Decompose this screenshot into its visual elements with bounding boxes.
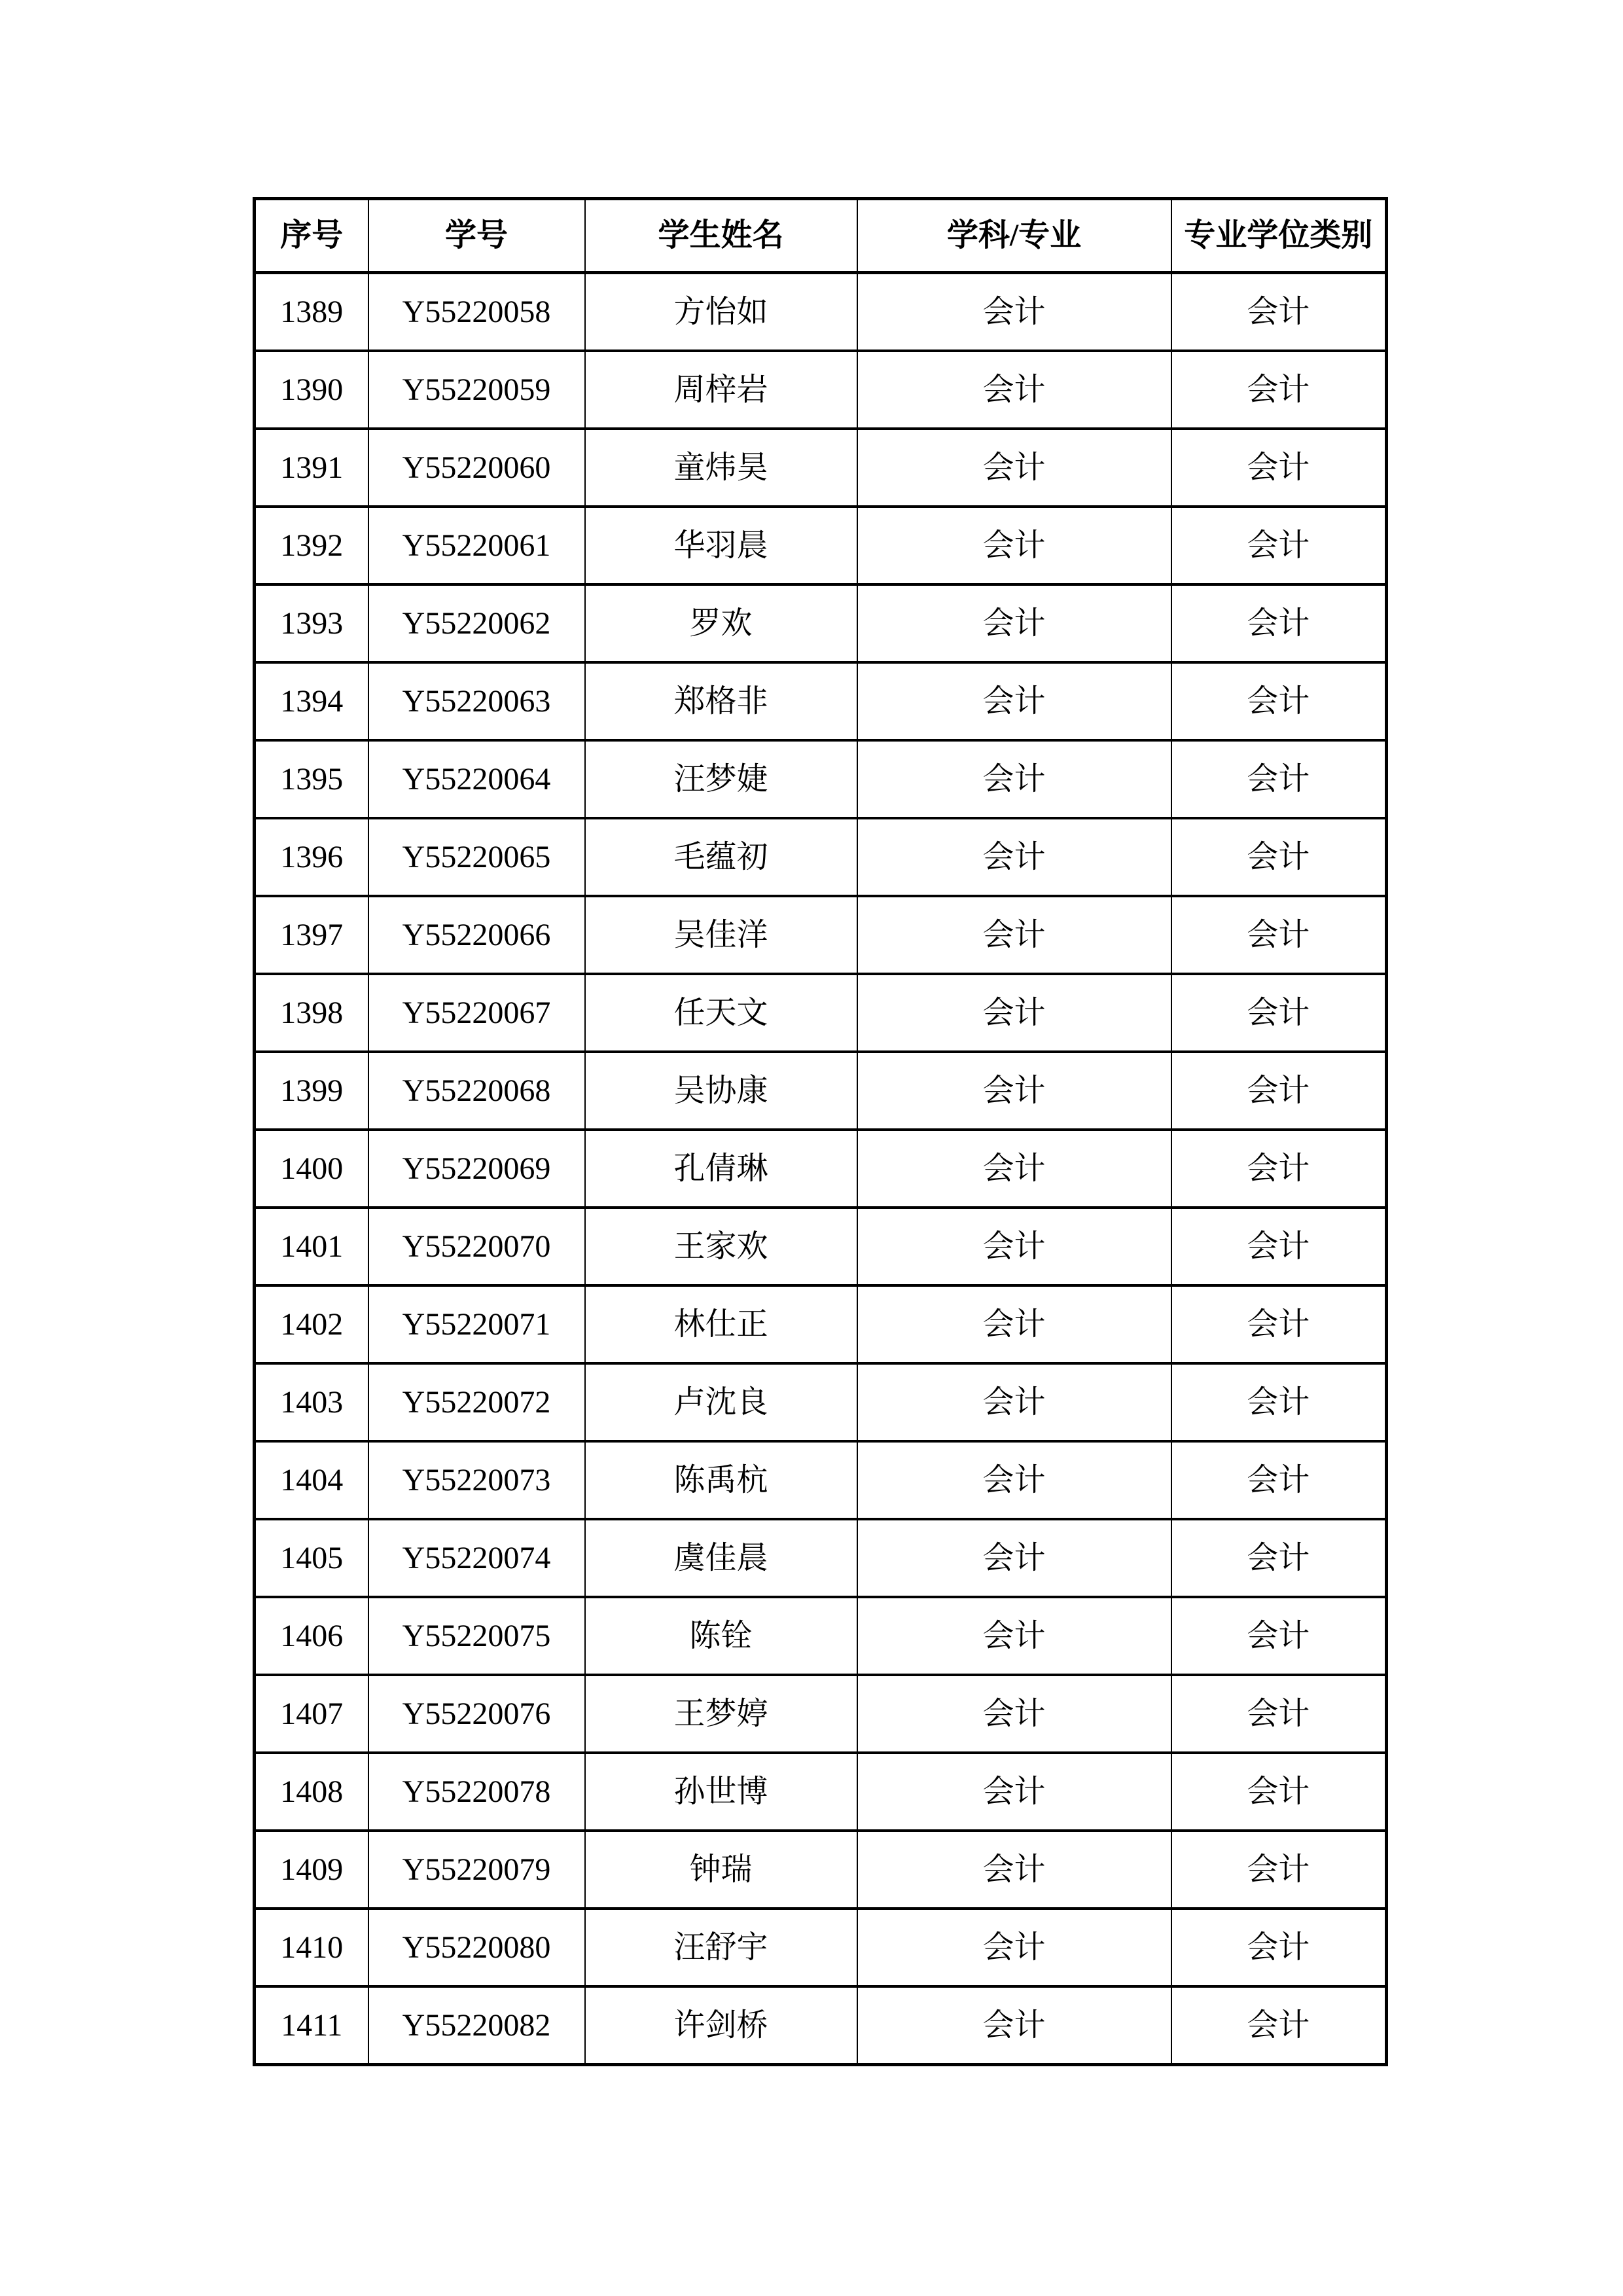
cell-student-id: Y55220073 xyxy=(368,1441,585,1519)
table-row xyxy=(255,740,1387,818)
cell-student-id: Y55220079 xyxy=(368,1831,585,1909)
cell-student-name: 孙世博 xyxy=(585,1753,857,1831)
cell-degree-category: 会计 xyxy=(1171,1130,1387,1208)
cell-discipline-major: 会计 xyxy=(857,1130,1171,1208)
table-row xyxy=(255,273,1387,351)
cell-discipline-major: 会计 xyxy=(857,351,1171,429)
cell-discipline-major: 会计 xyxy=(857,1909,1171,1986)
cell-discipline-major: 会计 xyxy=(857,1441,1171,1519)
table-row xyxy=(255,1363,1387,1441)
cell-discipline-major: 会计 xyxy=(857,974,1171,1052)
cell-discipline-major: 会计 xyxy=(857,1986,1171,2065)
cell-serial-number: 1407 xyxy=(255,1675,368,1753)
table-row xyxy=(255,1208,1387,1285)
cell-student-name: 孔倩琳 xyxy=(585,1130,857,1208)
cell-serial-number: 1392 xyxy=(255,507,368,584)
cell-student-id: Y55220067 xyxy=(368,974,585,1052)
cell-serial-number: 1394 xyxy=(255,662,368,740)
table-row xyxy=(255,1831,1387,1909)
cell-student-id: Y55220065 xyxy=(368,818,585,896)
cell-student-id: Y55220062 xyxy=(368,584,585,662)
cell-student-id: Y55220064 xyxy=(368,740,585,818)
cell-student-name: 周梓岩 xyxy=(585,351,857,429)
cell-student-name: 卢沈良 xyxy=(585,1363,857,1441)
cell-discipline-major: 会计 xyxy=(857,662,1171,740)
cell-degree-category: 会计 xyxy=(1171,896,1387,974)
cell-degree-category: 会计 xyxy=(1171,740,1387,818)
table-header xyxy=(255,199,1387,273)
table-row xyxy=(255,1675,1387,1753)
cell-student-id: Y55220078 xyxy=(368,1753,585,1831)
cell-student-id: Y55220076 xyxy=(368,1675,585,1753)
cell-degree-category: 会计 xyxy=(1171,1519,1387,1597)
table-row xyxy=(255,1753,1387,1831)
cell-discipline-major: 会计 xyxy=(857,1363,1171,1441)
header-degree-category: 专业学位类别 xyxy=(1171,199,1387,273)
cell-discipline-major: 会计 xyxy=(857,1052,1171,1130)
cell-serial-number: 1404 xyxy=(255,1441,368,1519)
cell-student-name: 王梦婷 xyxy=(585,1675,857,1753)
cell-serial-number: 1409 xyxy=(255,1831,368,1909)
cell-student-id: Y55220058 xyxy=(368,273,585,351)
cell-degree-category: 会计 xyxy=(1171,1208,1387,1285)
cell-student-name: 汪梦婕 xyxy=(585,740,857,818)
cell-student-id: Y55220070 xyxy=(368,1208,585,1285)
table-row xyxy=(255,1052,1387,1130)
cell-serial-number: 1399 xyxy=(255,1052,368,1130)
cell-discipline-major: 会计 xyxy=(857,584,1171,662)
table-row xyxy=(255,1986,1387,2065)
cell-student-id: Y55220068 xyxy=(368,1052,585,1130)
cell-degree-category: 会计 xyxy=(1171,1285,1387,1363)
cell-degree-category: 会计 xyxy=(1171,1597,1387,1675)
cell-degree-category: 会计 xyxy=(1171,273,1387,351)
cell-student-name: 林仕正 xyxy=(585,1285,857,1363)
table-row xyxy=(255,1285,1387,1363)
cell-student-id: Y55220075 xyxy=(368,1597,585,1675)
cell-serial-number: 1398 xyxy=(255,974,368,1052)
cell-student-id: Y55220060 xyxy=(368,429,585,507)
cell-student-id: Y55220071 xyxy=(368,1285,585,1363)
cell-degree-category: 会计 xyxy=(1171,584,1387,662)
cell-serial-number: 1401 xyxy=(255,1208,368,1285)
cell-discipline-major: 会计 xyxy=(857,507,1171,584)
cell-serial-number: 1390 xyxy=(255,351,368,429)
cell-discipline-major: 会计 xyxy=(857,1675,1171,1753)
table-row xyxy=(255,974,1387,1052)
header-student-id: 学号 xyxy=(368,199,585,273)
cell-student-name: 郑格非 xyxy=(585,662,857,740)
cell-student-name: 吴佳洋 xyxy=(585,896,857,974)
cell-discipline-major: 会计 xyxy=(857,896,1171,974)
cell-degree-category: 会计 xyxy=(1171,1052,1387,1130)
cell-student-name: 虞佳晨 xyxy=(585,1519,857,1597)
cell-student-name: 汪舒宇 xyxy=(585,1909,857,1986)
table-row xyxy=(255,1441,1387,1519)
cell-serial-number: 1389 xyxy=(255,273,368,351)
cell-degree-category: 会计 xyxy=(1171,662,1387,740)
cell-student-id: Y55220059 xyxy=(368,351,585,429)
header-row xyxy=(255,199,1387,273)
table-row xyxy=(255,1597,1387,1675)
table-row xyxy=(255,662,1387,740)
student-table-body xyxy=(255,273,1387,2065)
cell-discipline-major: 会计 xyxy=(857,1597,1171,1675)
table-row xyxy=(255,1519,1387,1597)
cell-serial-number: 1408 xyxy=(255,1753,368,1831)
cell-degree-category: 会计 xyxy=(1171,1675,1387,1753)
cell-student-id: Y55220072 xyxy=(368,1363,585,1441)
cell-discipline-major: 会计 xyxy=(857,740,1171,818)
cell-degree-category: 会计 xyxy=(1171,1909,1387,1986)
cell-degree-category: 会计 xyxy=(1171,507,1387,584)
cell-student-id: Y55220061 xyxy=(368,507,585,584)
cell-student-name: 陈铨 xyxy=(585,1597,857,1675)
cell-degree-category: 会计 xyxy=(1171,1441,1387,1519)
cell-discipline-major: 会计 xyxy=(857,1208,1171,1285)
table-row xyxy=(255,584,1387,662)
header-student-name: 学生姓名 xyxy=(585,199,857,273)
cell-serial-number: 1403 xyxy=(255,1363,368,1441)
header-discipline-major: 学科/专业 xyxy=(857,199,1171,273)
table-row xyxy=(255,1130,1387,1208)
cell-student-id: Y55220080 xyxy=(368,1909,585,1986)
cell-student-id: Y55220063 xyxy=(368,662,585,740)
cell-discipline-major: 会计 xyxy=(857,1519,1171,1597)
cell-serial-number: 1410 xyxy=(255,1909,368,1986)
table-row xyxy=(255,507,1387,584)
cell-serial-number: 1406 xyxy=(255,1597,368,1675)
cell-degree-category: 会计 xyxy=(1171,429,1387,507)
cell-degree-category: 会计 xyxy=(1171,351,1387,429)
cell-discipline-major: 会计 xyxy=(857,429,1171,507)
cell-student-name: 方怡如 xyxy=(585,273,857,351)
cell-student-name: 华羽晨 xyxy=(585,507,857,584)
cell-serial-number: 1402 xyxy=(255,1285,368,1363)
cell-student-name: 钟瑞 xyxy=(585,1831,857,1909)
header-serial-number: 序号 xyxy=(255,199,368,273)
cell-degree-category: 会计 xyxy=(1171,1753,1387,1831)
cell-discipline-major: 会计 xyxy=(857,818,1171,896)
table-row xyxy=(255,429,1387,507)
cell-student-name: 陈禹杭 xyxy=(585,1441,857,1519)
cell-degree-category: 会计 xyxy=(1171,818,1387,896)
cell-serial-number: 1393 xyxy=(255,584,368,662)
cell-serial-number: 1391 xyxy=(255,429,368,507)
cell-degree-category: 会计 xyxy=(1171,1986,1387,2065)
cell-student-name: 任天文 xyxy=(585,974,857,1052)
student-roster-table xyxy=(253,197,1388,2066)
cell-serial-number: 1400 xyxy=(255,1130,368,1208)
cell-degree-category: 会计 xyxy=(1171,1363,1387,1441)
cell-student-name: 许剑桥 xyxy=(585,1986,857,2065)
cell-discipline-major: 会计 xyxy=(857,1285,1171,1363)
cell-serial-number: 1395 xyxy=(255,740,368,818)
cell-serial-number: 1405 xyxy=(255,1519,368,1597)
cell-student-name: 毛蕴初 xyxy=(585,818,857,896)
cell-serial-number: 1397 xyxy=(255,896,368,974)
cell-discipline-major: 会计 xyxy=(857,1831,1171,1909)
cell-student-id: Y55220082 xyxy=(368,1986,585,2065)
cell-student-name: 罗欢 xyxy=(585,584,857,662)
cell-discipline-major: 会计 xyxy=(857,273,1171,351)
cell-student-id: Y55220069 xyxy=(368,1130,585,1208)
cell-student-name: 吴协康 xyxy=(585,1052,857,1130)
table-row xyxy=(255,818,1387,896)
cell-student-id: Y55220074 xyxy=(368,1519,585,1597)
table-row xyxy=(255,896,1387,974)
table-row xyxy=(255,351,1387,429)
cell-serial-number: 1396 xyxy=(255,818,368,896)
cell-student-id: Y55220066 xyxy=(368,896,585,974)
table-row xyxy=(255,1909,1387,1986)
cell-discipline-major: 会计 xyxy=(857,1753,1171,1831)
cell-degree-category: 会计 xyxy=(1171,974,1387,1052)
cell-student-name: 童炜昊 xyxy=(585,429,857,507)
cell-degree-category: 会计 xyxy=(1171,1831,1387,1909)
cell-student-name: 王家欢 xyxy=(585,1208,857,1285)
cell-serial-number: 1411 xyxy=(255,1986,368,2065)
